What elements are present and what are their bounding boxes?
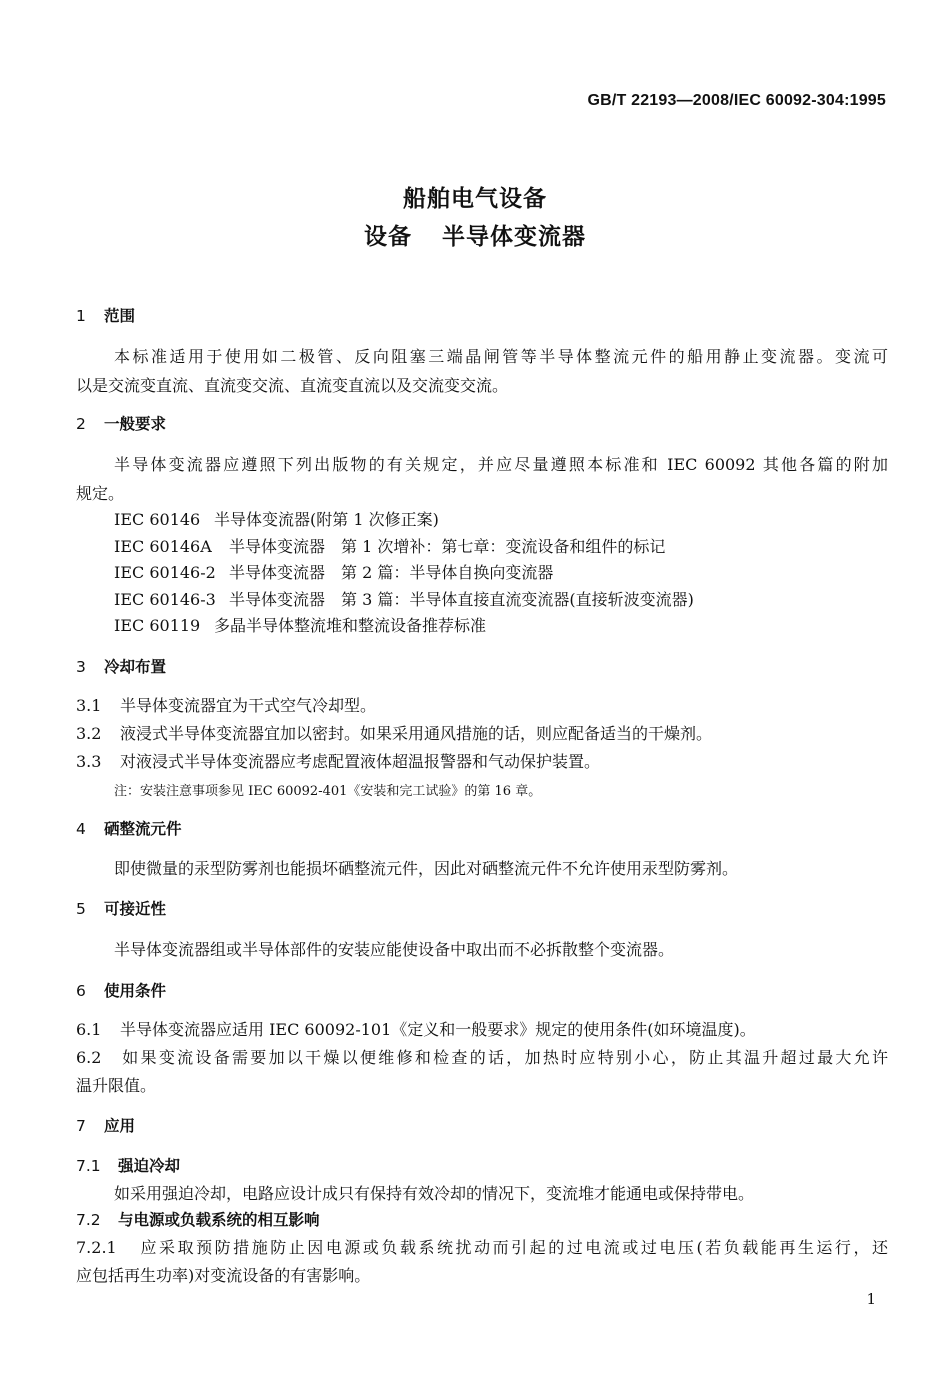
clause-text: 液浸式半导体变流器宜加以密封。如果采用通风措施的话，则应配备适当的干燥剂。 [120, 724, 713, 743]
section-title: 硒整流元件 [104, 820, 182, 838]
section-number: 1 [76, 307, 86, 325]
clause-number: 3.3 [76, 752, 102, 771]
clause-number: 6.1 [76, 1020, 102, 1039]
clause-7-2-1 [76, 1235, 888, 1258]
section-number: 3 [76, 658, 86, 676]
section-number: 7 [76, 1117, 86, 1135]
section-2-paragraph-cont: 规定。 [76, 484, 125, 503]
reference-code: IEC 60146A [114, 537, 212, 556]
section-number: 2 [76, 415, 86, 433]
section-2-paragraph: 半导体变流器应遵照下列出版物的有关规定，并应尽量遵照本标准和 IEC 60092 其他各篇的附加 [114, 455, 888, 474]
section-4-heading [76, 817, 182, 839]
page-number: 1 [866, 1290, 876, 1308]
section-5-heading [76, 897, 166, 919]
section-6-heading [76, 979, 166, 1001]
reference-item [114, 613, 486, 636]
note: 注：安装注意事项参见 IEC 60092-401《安装和完工试验》的第 16 章。 [114, 784, 542, 799]
subsection-number: 7.2 [76, 1211, 101, 1229]
reference-item [114, 507, 439, 530]
section-title: 可接近性 [104, 900, 167, 918]
section-1-paragraph-cont: 以是交流变直流、直流变交流、直流变直流以及交流变交流。 [76, 376, 509, 395]
section-number: 5 [76, 900, 86, 918]
doc-title-line1: 船舶电气设备 [403, 186, 547, 212]
doc-title-line2a: 设备 [364, 224, 412, 250]
section-title: 使用条件 [104, 982, 167, 1000]
section-title: 冷却布置 [104, 658, 167, 676]
section-title: 应用 [104, 1117, 136, 1135]
clause-6-1 [76, 1017, 756, 1040]
section-2-heading [76, 412, 166, 434]
reference-code: IEC 60119 [114, 616, 201, 635]
section-title: 一般要求 [104, 415, 167, 433]
subsection-title: 与电源或负载系统的相互影响 [118, 1211, 320, 1229]
reference-title: 半导体变流器(附第 1 次修正案) [214, 510, 439, 529]
section-4-paragraph: 即使微量的汞型防雾剂也能损坏硒整流元件，因此对硒整流元件不允许使用汞型防雾剂。 [114, 859, 739, 878]
section-7-heading [76, 1114, 135, 1136]
section-number: 6 [76, 982, 86, 1000]
reference-title: 半导体变流器 第 2 篇：半导体自换向变流器 [229, 563, 554, 582]
clause-number: 6.2 [76, 1048, 102, 1067]
clause-number: 7.2.1 [76, 1238, 117, 1257]
subsection-7-2-heading [76, 1208, 320, 1230]
section-number: 4 [76, 820, 86, 838]
subsection-title: 强迫冷却 [118, 1157, 181, 1175]
reference-title: 多晶半导体整流堆和整流设备推荐标准 [214, 616, 487, 635]
standard-code: GB/T 22193—2008/IEC 60092-304:1995 [587, 92, 886, 109]
clause-text: 半导体变流器宜为干式空气冷却型。 [120, 696, 377, 715]
clause-text: 如果变流设备需要加以干燥以便维修和检查的话，加热时应特别小心，防止其温升超过最大允许 [120, 1048, 888, 1067]
clause-7-2-1-cont: 应包括再生功率)对变流设备的有害影响。 [76, 1266, 371, 1285]
clause-text: 半导体变流器应适用 IEC 60092-101《定义和一般要求》规定的使用条件(如环境温度)。 [120, 1020, 756, 1039]
reference-item [114, 560, 553, 583]
reference-code: IEC 60146 [114, 510, 201, 529]
clause-6-2 [76, 1045, 888, 1068]
section-title: 范围 [104, 307, 136, 325]
section-1-heading [76, 304, 135, 326]
reference-code: IEC 60146-2 [114, 563, 216, 582]
section-3-heading [76, 655, 166, 677]
clause-text: 应采取预防措施防止因电源或负载系统扰动而引起的过电流或过电压(若负载能再生运行，还 [138, 1238, 888, 1257]
clause-text: 对液浸式半导体变流器应考虑配置液体超温报警器和气动保护装置。 [120, 752, 601, 771]
subsection-number: 7.1 [76, 1157, 101, 1175]
reference-code: IEC 60146-3 [114, 590, 216, 609]
reference-item [114, 587, 694, 610]
clause-3-1 [76, 693, 376, 716]
clause-number: 3.2 [76, 724, 102, 743]
clause-number: 3.1 [76, 696, 102, 715]
doc-title-line2 [0, 218, 950, 251]
clause-6-2-cont: 温升限值。 [76, 1076, 157, 1095]
subsection-7-1-heading [76, 1154, 180, 1176]
clause-3-3 [76, 749, 600, 772]
section-1-paragraph: 本标准适用于使用如二极管、反向阻塞三端晶闸管等半导体整流元件的船用静止变流器。变流可 [114, 347, 888, 366]
reference-title: 半导体变流器 第 3 篇：半导体直接直流变流器(直接斩波变流器) [229, 590, 694, 609]
section-5-paragraph: 半导体变流器组或半导体部件的安装应能使设备中取出而不必拆散整个变流器。 [114, 940, 675, 959]
doc-title-line2b: 半导体变流器 [442, 224, 586, 250]
subsection-7-1-paragraph: 如采用强迫冷却，电路应设计成只有保持有效冷却的情况下，变流堆才能通电或保持带电。 [114, 1184, 755, 1203]
clause-3-2 [76, 721, 712, 744]
reference-item [114, 534, 665, 557]
reference-title: 半导体变流器 第 1 次增补：第七章：变流设备和组件的标记 [229, 537, 666, 556]
